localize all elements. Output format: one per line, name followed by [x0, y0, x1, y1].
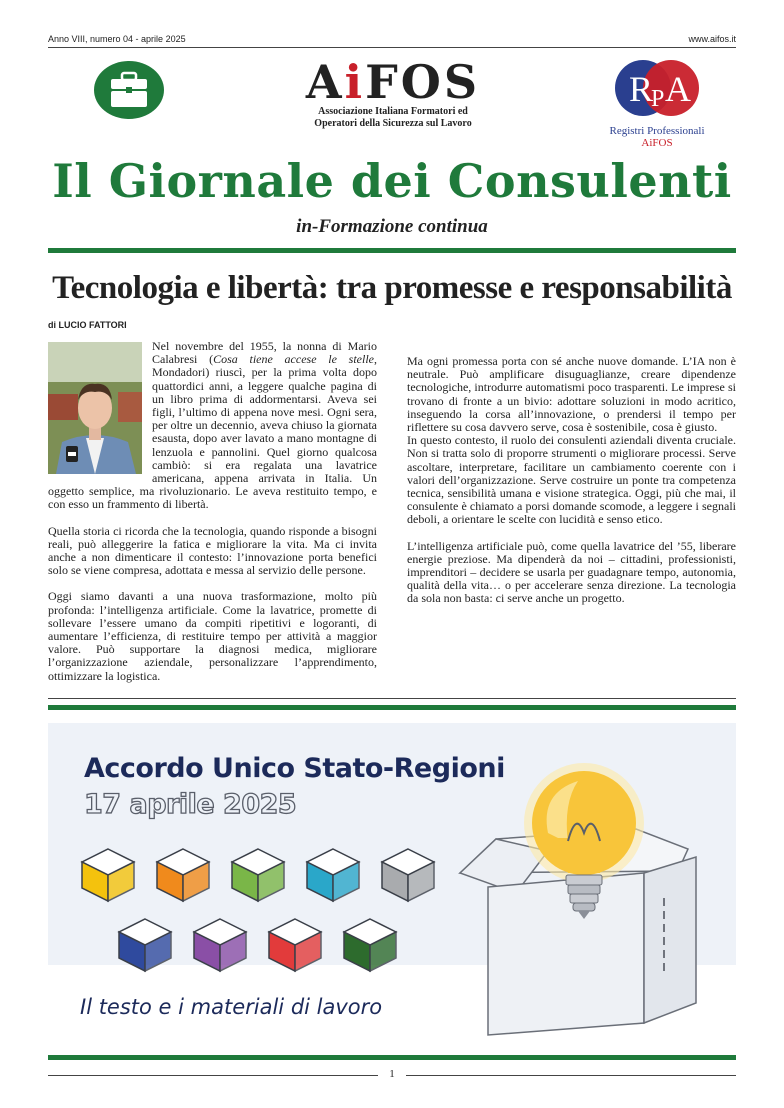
cube-icon	[232, 849, 284, 901]
aifos-logo	[280, 55, 506, 129]
cube-icon	[119, 919, 171, 971]
page-number: 1	[389, 1068, 395, 1080]
paragraph-6: L’intelligenza artificiale può, come quella lavatrice del ’55, liberare energie preziose. Ma dipenderà da noi – cittadini, professionisti, imprenditori – decidere se usarla per guadagnare tempo, autonomia, qualità della vita… o per accelerare senza direzione. La tecnologia da sola non basta: ci serve anche un progetto.	[407, 538, 736, 606]
issue-line	[48, 34, 736, 48]
svg-text:R: R	[629, 69, 654, 109]
paragraph-1-rest: , Mondadori) riuscì, per la prima volta dopo quattordici anni, a leggere qualche pagina di un libro prima di addormentarsi. Aveva sei figli, l’ultimo di appena nove mesi. Ogni sera, per oltre un decennio, aveva chiuso la giornata esausta, dopo aver lavato a mano montagne di lenzuola e pannolini. Quel giorno qualcosa cambiò: si era regalata una lavatrice americana, appena arrivata in Italia. Un oggetto semplice, ma rivoluzionario. Le aveva restituito tempo, e con esso un frammento di libertà.	[48, 352, 378, 512]
section-divider	[48, 705, 736, 710]
masthead-tagline: in-Formazione continua	[296, 216, 488, 237]
article-column-2	[407, 342, 736, 619]
cubes-group	[82, 849, 434, 971]
paragraph-4: Ma ogni promessa porta con sé anche nuove domande. L’IA non è neutrale. Può amplificare disuguaglianze, creare dipendenze tecnologiche, introdurre automatismi poco trasparenti. Le imprese si trovano di fronte a un bivio: adottare soluzioni in modo acritico, inseguendo la corsa all’innovazione, o prendersi il tempo per riflettere su cosa davvero serve, cosa è sostenibile, cosa è giusto.	[407, 354, 736, 435]
article-byline: di LUCIO FATTORI	[48, 320, 127, 330]
svg-text:P: P	[651, 86, 665, 112]
rpa-caption-line2: AiFOS	[641, 137, 673, 149]
cube-icon	[307, 849, 359, 901]
aifos-logo-mark: AiFOS	[305, 55, 481, 109]
banner-title: Accordo Unico Stato-Regioni	[84, 753, 505, 784]
paragraph-3: Oggi siamo davanti a una nuova trasformazione, molto più profonda: l’intelligenza artificiale. Come la lavatrice, promette di sollevare l’essere umano da compiti ripetitivi e logoranti, di aumentare l’efficienza, di restituire tempo per attività a maggior valore. Può supportare la diagnosi medica, migliorare l’organizzazione aziendale, personalizzare l’apprendimento, ottimizzare la logistica.	[48, 589, 377, 683]
footer-divider	[48, 1055, 736, 1060]
cube-icon	[344, 919, 396, 971]
cube-icon	[269, 919, 321, 971]
website-link[interactable]: www.aifos.it	[688, 34, 736, 44]
svg-text:A: A	[665, 69, 691, 109]
rpa-caption-line1: Registri Professionali	[609, 125, 705, 137]
footer-rule-right	[406, 1075, 736, 1076]
promo-banner[interactable]	[48, 723, 736, 1045]
issue-info: Anno VIII, numero 04 - aprile 2025	[48, 34, 186, 44]
cube-icon	[82, 849, 134, 901]
paragraph-1-start: Nel novembre del 1955, la nonna di Mario Calabresi (	[152, 339, 377, 367]
cube-icon	[194, 919, 246, 971]
paragraph-2: Quella storia ci ricorda che la tecnologia, quando risponde a bisogni reali, può alleggerire la fatica e migliorare la vita. Ma ci invita anche a non dimenticare il contesto: l’innovazione porta benefici solo se viene compresa, adottata e messa al servizio delle persone.	[48, 523, 377, 578]
banner-date: 17 aprile 2025	[84, 789, 297, 820]
rpa-logo-mark	[607, 58, 707, 118]
header-rule	[48, 47, 736, 48]
rpa-logo	[596, 58, 718, 149]
briefcase-icon	[94, 61, 164, 119]
author-photo	[48, 342, 142, 474]
cube-icon	[157, 849, 209, 901]
cube-icon	[382, 849, 434, 901]
aifos-subtitle-line1: Associazione Italiana Formatori ed	[318, 106, 468, 117]
article-title: Tecnologia e libertà: tra promesse e responsabilità	[52, 270, 732, 306]
masthead-title: Il Giornale dei Consulenti	[52, 154, 732, 208]
masthead-divider	[48, 248, 736, 253]
article-column-1	[48, 340, 377, 696]
article-end-rule	[48, 698, 736, 699]
banner-subtitle: Il testo e i materiali di lavoro	[80, 995, 383, 1019]
paragraph-5: In questo contesto, il ruolo dei consulenti aziendali diventa cruciale. Non si tratta solo di proporre strumenti o migliorare processi. Serve ascoltare, interpretare, facilitare un cambiamento coerente con i valori dell’organizzazione. Serve costruire un ponte tra competenza tecnica, sensibilità umana e visione strategica. Oggi, più che mai, il consulente è chiamato a porsi domande scomode, a leggere i segnali deboli, a orientare le scelte con lucidità e senso etico.	[407, 433, 736, 527]
aifos-subtitle-line2: Operatori della Sicurezza sul Lavoro	[314, 117, 472, 129]
book-title: Cosa tiene accese le stelle	[213, 352, 375, 367]
